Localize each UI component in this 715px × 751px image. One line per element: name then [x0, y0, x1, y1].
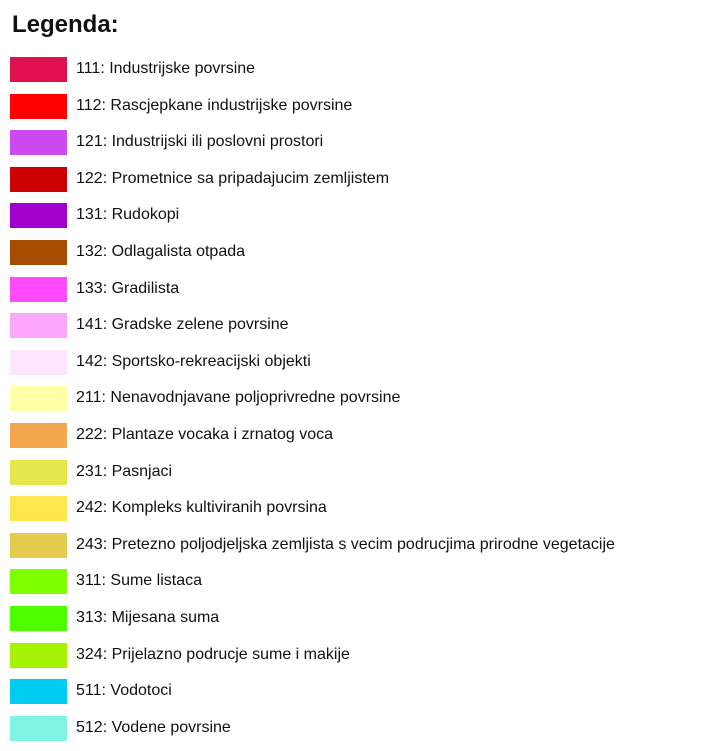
legend-item-242: [0, 495, 715, 532]
legend-swatch-111: [10, 57, 67, 82]
legend-label-211: 211: Nenavodnjavane poljoprivredne povrsine: [76, 389, 401, 407]
legend-item-121: [0, 129, 715, 166]
legend-swatch-242: [10, 496, 67, 521]
legend-item-141: [0, 312, 715, 349]
legend-label-243: 243: Pretezno poljodjeljska zemljista s vecim podrucjima prirodne vegetacije: [76, 535, 615, 553]
legend-swatch-243: [10, 533, 67, 558]
legend-swatch-132: [10, 240, 67, 265]
legend-swatch-133: [10, 277, 67, 302]
legend-label-511: 511: Vodotoci: [76, 682, 172, 700]
legend-swatch-112: [10, 94, 67, 119]
legend-swatch-511: [10, 679, 67, 704]
legend-item-131: [0, 202, 715, 239]
legend-swatch-141: [10, 313, 67, 338]
legend-item-512: [0, 715, 715, 751]
legend-item-243: [0, 532, 715, 569]
legend-label-112: 112: Rascjepkane industrijske povrsine: [76, 96, 353, 114]
legend-label-324: 324: Prijelazno podrucje sume i makije: [76, 645, 350, 663]
legend-swatch-142: [10, 350, 67, 375]
legend-item-111: [0, 56, 715, 93]
legend-label-242: 242: Kompleks kultiviranih povrsina: [76, 499, 327, 517]
legend-item-222: [0, 422, 715, 459]
legend-item-211: [0, 385, 715, 422]
legend-label-313: 313: Mijesana suma: [76, 608, 220, 626]
legend-label-231: 231: Pasnjaci: [76, 462, 173, 480]
legend-swatch-211: [10, 386, 67, 411]
legend-label-111: 111: Industrijske povrsine: [76, 60, 256, 77]
legend-item-313: [0, 605, 715, 642]
legend-swatch-231: [10, 460, 67, 485]
legend-list: [0, 56, 715, 751]
legend-item-324: [0, 642, 715, 679]
legend-label-142: 142: Sportsko-rekreacijski objekti: [76, 352, 311, 370]
legend-swatch-311: [10, 569, 67, 594]
legend-label-133: 133: Gradilista: [76, 279, 180, 297]
legend-item-122: [0, 166, 715, 203]
legend-swatch-222: [10, 423, 67, 448]
legend-swatch-324: [10, 643, 67, 668]
legend-label-141: 141: Gradske zelene povrsine: [76, 316, 289, 334]
legend-item-112: [0, 93, 715, 130]
legend-label-121: 121: Industrijski ili poslovni prostori: [76, 133, 324, 151]
legend-item-142: [0, 349, 715, 386]
legend-swatch-313: [10, 606, 67, 631]
legend-swatch-121: [10, 130, 67, 155]
legend-item-132: [0, 239, 715, 276]
legend-swatch-122: [10, 167, 67, 192]
legend-label-222: 222: Plantaze vocaka i zrnatog voca: [76, 425, 334, 443]
legend-label-122: 122: Prometnice sa pripadajucim zemljistem: [76, 169, 390, 187]
legend-item-231: [0, 459, 715, 496]
legend-item-133: [0, 276, 715, 313]
legend-label-512: 512: Vodene povrsine: [76, 718, 231, 736]
legend-swatch-512: [10, 716, 67, 741]
legend-item-511: [0, 678, 715, 715]
legend-label-131: 131: Rudokopi: [76, 206, 180, 224]
legend-item-311: [0, 568, 715, 605]
legend-swatch-131: [10, 203, 67, 228]
legend-label-311: 311: Sume listaca: [76, 572, 202, 590]
legend-label-132: 132: Odlagalista otpada: [76, 242, 246, 260]
legend-title: Legenda:: [12, 11, 119, 38]
